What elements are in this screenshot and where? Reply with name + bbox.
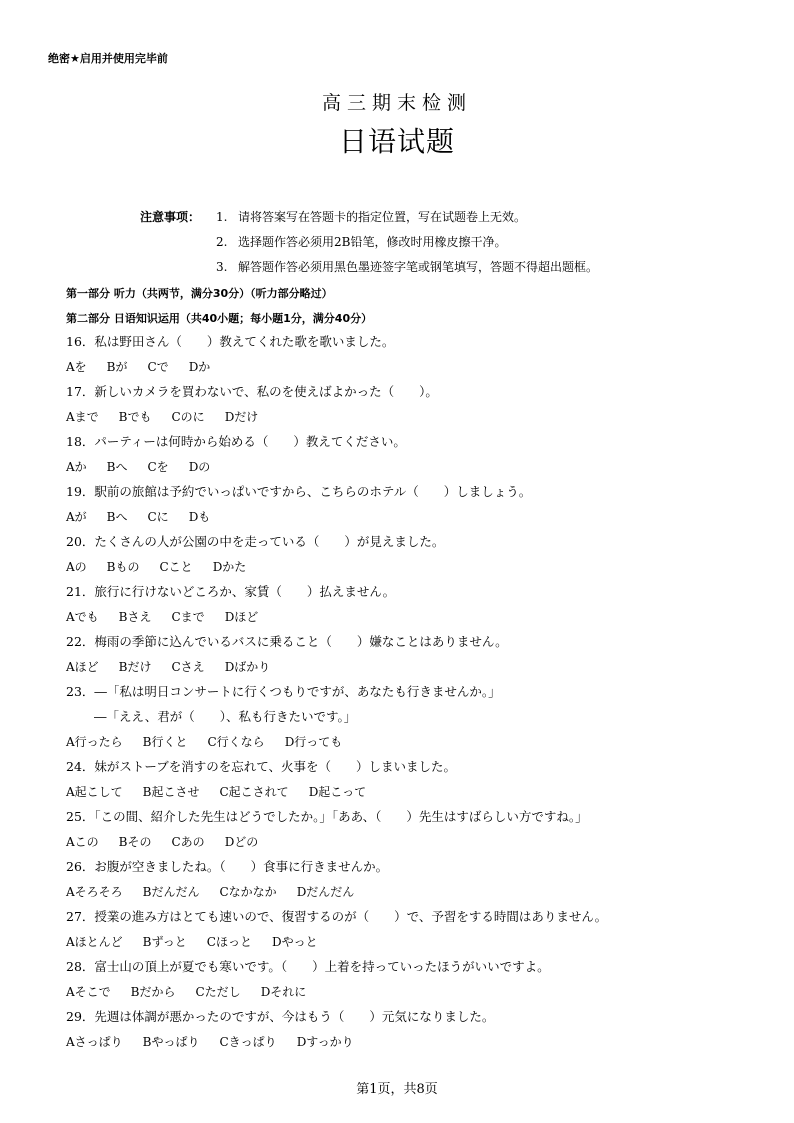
answer-option: A起こして [66, 785, 123, 799]
answer-option: Cのに [171, 410, 205, 424]
answer-option: D起こって [308, 785, 367, 799]
question-stem: 29．先週は体調が悪かったのですが、今はもう（ ）元気になりました。 [66, 1009, 495, 1024]
answer-option: Aそこで [66, 985, 111, 999]
answer-option: Cあの [171, 835, 205, 849]
answer-option: Cほっと [206, 935, 252, 949]
answer-option: Aを [66, 360, 87, 374]
answer-option: Dどの [224, 835, 259, 849]
answer-option: Cきっぱり [219, 1035, 277, 1049]
question-stem: 22．梅雨の季節に込んでいるバスに乗ること（ ）嫌なことはありません。 [66, 634, 508, 649]
answer-option: Aほど [66, 660, 99, 674]
answer-options [66, 733, 766, 758]
answer-options [66, 358, 766, 383]
answer-option: Cまで [171, 610, 205, 624]
confidential-mark: 绝密★启用并使用完毕前 [48, 52, 168, 65]
answer-option: Bだんだん [142, 885, 200, 899]
question-stem: 20．たくさんの人が公園の中を走っている（ ）が見えました。 [66, 534, 445, 549]
question-stem: 17．新しいカメラを買わないで、私のを使えばよかった（ ）。 [66, 384, 438, 399]
answer-option: Dばかり [224, 660, 271, 674]
answer-option: Aこの [66, 835, 99, 849]
question-stem: 18．パーティーは何時から始める（ ）教えてください。 [66, 434, 406, 449]
answer-options [66, 558, 766, 583]
answer-option: Dの [188, 460, 211, 474]
note-number: 2. [216, 235, 228, 249]
answer-option: Dそれに [260, 985, 307, 999]
answer-option: Bへ [106, 460, 128, 474]
answer-option: Aが [66, 510, 87, 524]
answer-option: Dすっかり [296, 1035, 354, 1049]
answer-options [66, 608, 766, 633]
note-text: 请将答案写在答题卡的指定位置，写在试题卷上无效。 [238, 210, 527, 224]
question-stem: 21．旅行に行けないどころか、家賃（ ）払えません。 [66, 584, 396, 599]
note-row [140, 259, 598, 284]
question-stem: 25．「この間、紹介した先生はどうでしたか。」「ああ、（ ）先生はすばらしい方ですね。」 [66, 809, 588, 824]
answer-option: Cなかなか [219, 885, 277, 899]
answer-options [66, 783, 766, 808]
answer-option: D行っても [284, 735, 343, 749]
answer-option: Bだけ [118, 660, 152, 674]
answer-options [66, 833, 766, 858]
answer-option: Dやっと [271, 935, 318, 949]
answer-options [66, 508, 766, 533]
question-stem: 28．富士山の頂上が夏でも寒いです。（ ）上着を持っていったほうがいいですよ。 [66, 959, 550, 974]
question-stem: 24．妹がストーブを消すのを忘れて、火事を（ ）しまいました。 [66, 759, 457, 774]
answer-option: Dかた [212, 560, 247, 574]
question-stem: 26．お腹が空きましたね。（ ）食事に行きませんか。 [66, 859, 389, 874]
question-stem: 16．私は野田さん（ ）教えてくれた歌を歌いました。 [66, 334, 395, 349]
exam-title: 高三期末检测 [321, 92, 472, 114]
notes-label: 注意事项： [140, 210, 201, 224]
answer-option: Cこと [159, 560, 193, 574]
answer-option: Aの [66, 560, 87, 574]
answer-option: Aでも [66, 610, 99, 624]
answer-options [66, 933, 766, 958]
answer-options [66, 458, 766, 483]
notes-block [140, 209, 598, 284]
answer-option: Bやっぱり [142, 1035, 200, 1049]
answer-options [66, 1033, 766, 1058]
answer-options [66, 658, 766, 683]
answer-option: B行くと [142, 735, 188, 749]
answer-option: Cただし [195, 985, 241, 999]
answer-option: Dも [188, 510, 211, 524]
answer-option: Aさっぱり [66, 1035, 123, 1049]
answer-option: Dだけ [224, 410, 259, 424]
answer-option: Bでも [118, 410, 152, 424]
answer-option: C行くなら [207, 735, 265, 749]
answer-option: A行ったら [66, 735, 123, 749]
answer-option: Bずっと [142, 935, 187, 949]
answer-option: Bへ [106, 510, 128, 524]
section-heading-part2: 第二部分 日语知识运用（共40小题；每小题1分，满分40分） [66, 312, 373, 325]
note-text: 解答题作答必须用黑色墨迹签字笔或钢笔填写，答题不得超出题框。 [238, 260, 599, 274]
answer-option: Dほど [224, 610, 259, 624]
question-list [66, 333, 766, 1058]
section-heading-part1: 第一部分 听力（共两节，满分30分）（听力部分略过） [66, 287, 333, 300]
answer-option: Bもの [106, 560, 140, 574]
note-number: 3. [216, 260, 228, 274]
note-row [140, 209, 598, 234]
answer-option: Cさえ [171, 660, 205, 674]
answer-option: Aまで [66, 410, 99, 424]
question-stem: 19．駅前の旅館は予約でいっぱいですから、こちらのホテル（ ）しましょう。 [66, 484, 532, 499]
note-row [140, 234, 598, 259]
page-footer: 第1页，共8页 [356, 1082, 438, 1097]
note-text: 选择题作答必须用2B铅笔，修改时用橡皮擦干净。 [238, 235, 507, 249]
answer-option: Bその [118, 835, 152, 849]
answer-option: Bさえ [118, 610, 152, 624]
answer-options [66, 883, 766, 908]
answer-option: Cに [147, 510, 169, 524]
answer-option: Dか [188, 360, 211, 374]
answer-option: B起こさせ [142, 785, 200, 799]
answer-option: C起こされて [219, 785, 289, 799]
answer-options [66, 408, 766, 433]
note-number: 1. [216, 210, 228, 224]
exam-subtitle: 日语试题 [338, 125, 455, 158]
answer-option: Aほとんど [66, 935, 123, 949]
answer-option: Aそろそろ [66, 885, 123, 899]
answer-option: Dだんだん [296, 885, 355, 899]
answer-option: Cを [147, 460, 169, 474]
question-stem: 23．―「私は明日コンサートに行くつもりですが、あなたも行きませんか。」 [66, 684, 501, 699]
answer-option: Aか [66, 460, 87, 474]
answer-options [66, 983, 766, 1008]
question-stem-continued: ―「ええ、君が（ ）、私も行きたいです。」 [94, 709, 357, 724]
answer-option: Bが [106, 360, 128, 374]
answer-option: Cで [147, 360, 169, 374]
answer-option: Bだから [130, 985, 176, 999]
question-stem: 27．授業の進み方はとても速いので、復習するのが（ ）で、予習をする時間はありません。 [66, 909, 608, 924]
